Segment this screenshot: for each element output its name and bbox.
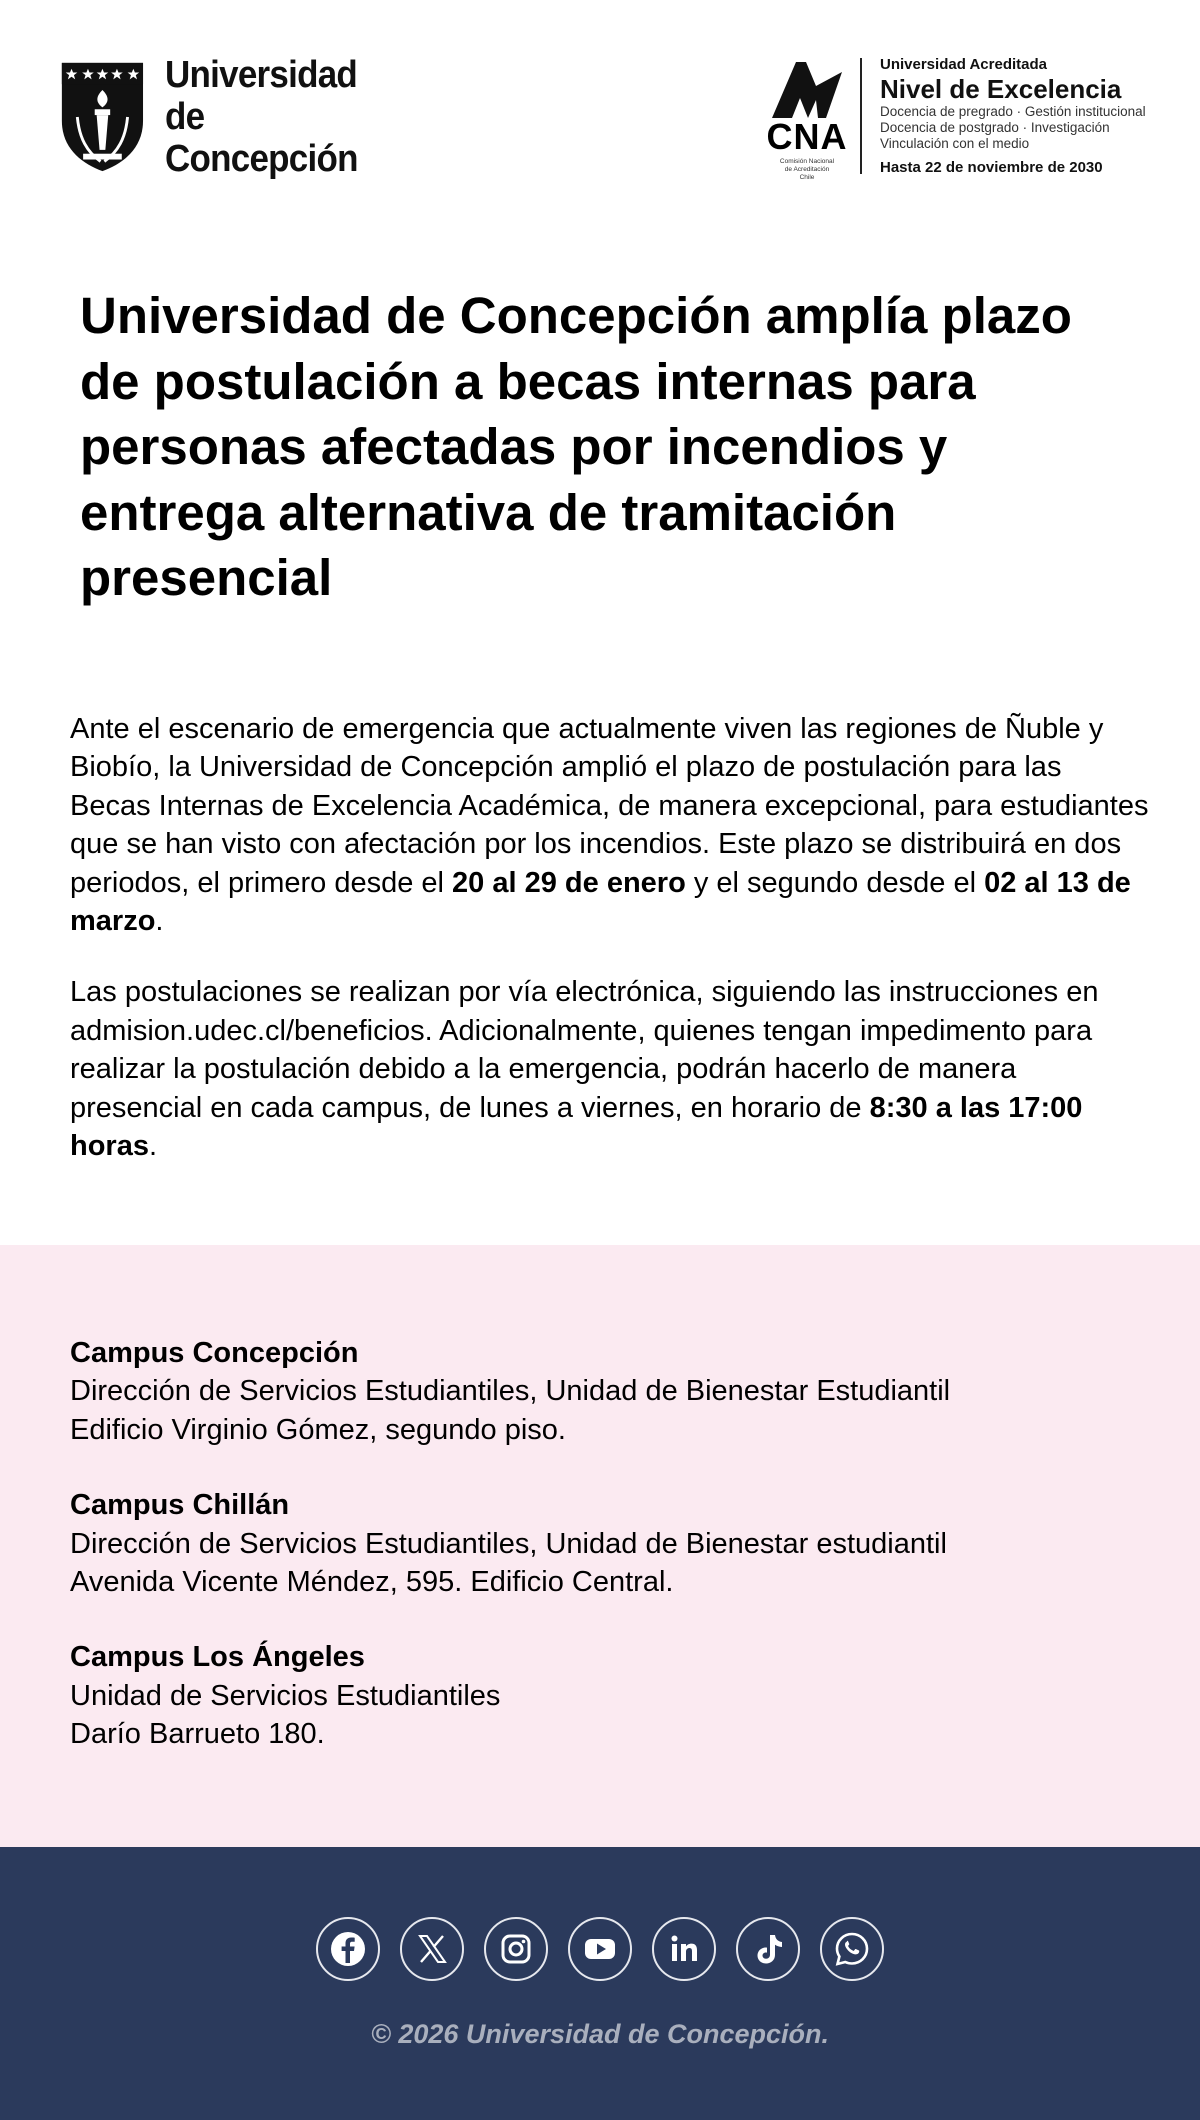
paragraph-1	[70, 710, 1150, 940]
linkedin-icon	[664, 1929, 704, 1969]
cna-mark-caption2: de Acreditación	[784, 166, 830, 173]
udec-logo-line1: Universidad	[164, 54, 357, 96]
p1-end: .	[155, 905, 164, 938]
paragraph-2	[70, 973, 1150, 1165]
campus-section	[0, 1245, 1200, 1847]
udec-logo-line2: de Concepción	[164, 96, 358, 180]
campus-name: Campus Los Ángeles	[70, 1641, 365, 1674]
x-link[interactable]	[400, 1917, 464, 1981]
article-body	[70, 710, 1150, 1165]
youtube-link[interactable]	[568, 1917, 632, 1981]
tiktok-icon	[748, 1929, 788, 1969]
udec-shield-icon	[58, 59, 147, 175]
tiktok-link[interactable]	[736, 1917, 800, 1981]
campus-list	[70, 1334, 1150, 1754]
cna-date: Hasta 22 de noviembre de 2030	[880, 159, 1103, 176]
p2-end: .	[148, 1130, 158, 1163]
p1-date-range-1: 20 al 29 de enero	[452, 866, 686, 899]
social-links	[316, 1917, 886, 1983]
campus-line1: Dirección de Servicios Estudiantiles, Unidad de Bienestar estudiantil	[70, 1527, 947, 1560]
cna-title-small: Universidad Acreditada	[880, 56, 1047, 73]
campus-item	[70, 1334, 1150, 1449]
p1-mid: y el segundo desde el	[685, 866, 985, 899]
instagram-link[interactable]	[484, 1917, 548, 1981]
p1-text: Ante el escenario de emergencia que actualmente viven las regiones de Ñuble y Biobío, la Universidad de Concepción amplió el plazo de postulación para las Becas Internas de Excelencia Académica, de manera excepcional, para estudiantes que se han visto con afectación por los incendios. Este plazo se distribuirá en dos periodos, el primero desde el	[70, 713, 1149, 899]
cna-divider	[860, 58, 862, 174]
campus-item	[70, 1638, 1150, 1753]
copyright-text: © 2026 Universidad de Concepción.	[370, 2019, 830, 2049]
whatsapp-icon	[832, 1929, 872, 1969]
udec-logo-text	[165, 54, 398, 180]
p1-date-range-2: 02 al 13 de marzo	[70, 866, 1131, 938]
cna-info	[880, 56, 1170, 178]
linkedin-link[interactable]	[652, 1917, 716, 1981]
cna-mark-caption3: Chile	[799, 174, 815, 181]
header	[0, 0, 1200, 230]
campus-line2: Avenida Vicente Méndez, 595. Edificio Central.	[70, 1566, 674, 1599]
whatsapp-link[interactable]	[820, 1917, 884, 1981]
campus-line1: Unidad de Servicios Estudiantiles	[70, 1679, 501, 1712]
campus-line2: Edificio Virginio Gómez, segundo piso.	[70, 1413, 566, 1446]
cna-title-big: Nivel de Excelencia	[880, 74, 1122, 104]
footer	[0, 1847, 1200, 2120]
campus-line2: Darío Barrueto 180.	[70, 1718, 325, 1751]
campus-item	[70, 1486, 1150, 1601]
cna-mark-caption1: Comisión Nacional	[779, 158, 835, 165]
facebook-icon	[328, 1929, 368, 1969]
cna-accreditation-badge[interactable]	[758, 56, 1158, 181]
article-title: Universidad de Concepción amplía plazo de postulación a becas internas para personas afectadas por incendios y entrega alternativa de tramitación presencial	[80, 287, 1072, 606]
cna-line3: Vinculación con el medio	[880, 136, 1030, 151]
instagram-icon	[496, 1929, 536, 1969]
cna-mark-text: CNA	[766, 116, 848, 157]
cna-mark-text-block	[762, 116, 852, 182]
campus-line1: Dirección de Servicios Estudiantiles, Unidad de Bienestar Estudiantil	[70, 1375, 951, 1408]
p2-schedule: 8:30 a las 17:00 horas	[70, 1091, 1083, 1163]
campus-name: Campus Chillán	[70, 1489, 290, 1522]
campus-name: Campus Concepción	[70, 1337, 359, 1369]
p2-text: Las postulaciones se realizan por vía electrónica, siguiendo las instrucciones en admision.udec.cl/beneficios. Adicionalmente, quienes tengan impedimento para realizar la postulación debido a la emergencia, podrán hacerlo de manera presencial en cada campus, de lunes a viernes, en horario de	[70, 976, 1099, 1124]
x-icon	[412, 1929, 452, 1969]
cna-line2: Docencia de postgrado · Investigación	[880, 120, 1110, 135]
youtube-icon	[580, 1929, 620, 1969]
facebook-link[interactable]	[316, 1917, 380, 1981]
udec-logo[interactable]	[58, 54, 418, 180]
cna-line1: Docencia de pregrado · Gestión institucional	[880, 104, 1146, 119]
